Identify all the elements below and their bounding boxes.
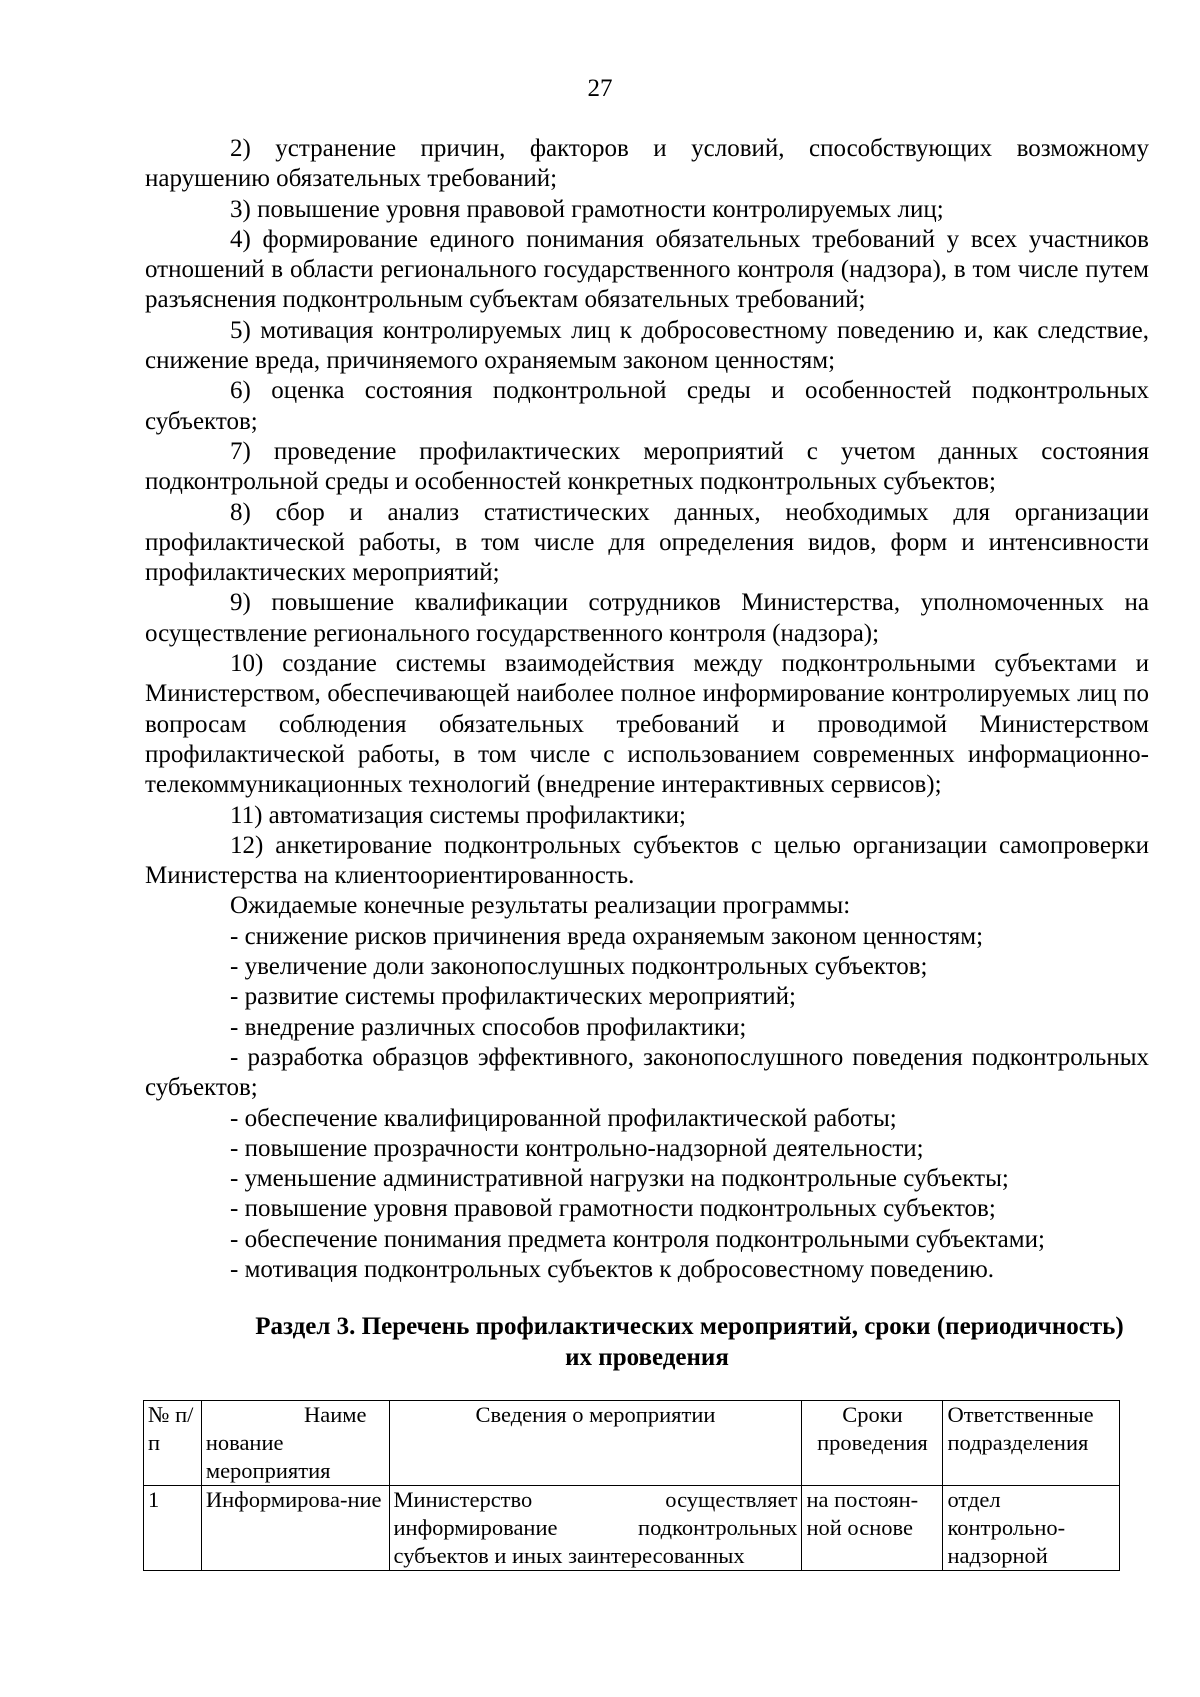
section-heading-line1: Раздел 3. Перечень профилактических мероприятий, сроки (периодичность)	[255, 1313, 1124, 1340]
header-name-part2: нование мероприятия	[205, 1430, 331, 1483]
result-item: - разработка образцов эффективного, законопослушного поведения подконтрольных субъектов;	[145, 1043, 1149, 1102]
paragraph: 8) сбор и анализ статистических данных, необходимых для организации профилактической работы, в том числе для определения видов, форм и интенсивности профилактических мероприятий;	[145, 498, 1149, 587]
paragraph: 10) создание системы взаимодействия между подконтрольными субъектами и Министерством, обеспечивающей наиболее полное информирование контролируемых лиц по вопросам соблюдения обязательных требований и проводимой Министерством профилактической работы, в том числе с использованием современных информационно-телекоммуникационных технологий (внедрение интерактивных сервисов);	[145, 650, 1149, 799]
section-heading-line2: их проведения	[565, 1344, 729, 1371]
table-header-row	[144, 1401, 1120, 1486]
paragraph: Ожидаемые конечные результаты реализации программы:	[230, 892, 851, 920]
paragraph: 7) проведение профилактических мероприятий с учетом данных состояния подконтрольной среды и особенностей конкретных подконтрольных субъектов;	[145, 437, 1149, 496]
header-num: № п/п	[144, 1401, 202, 1486]
result-item: - повышение уровня правовой грамотности подконтрольных субъектов;	[230, 1195, 996, 1223]
paragraph: 2) устранение причин, факторов и условий, способствующих возможному нарушению обязательных требований;	[145, 135, 1149, 193]
paragraph: 12) анкетирование подконтрольных субъектов с целью организации самопроверки Министерства на клиентоориентированность.	[145, 831, 1149, 890]
result-item: - развитие системы профилактических мероприятий;	[230, 983, 796, 1011]
activities-table	[143, 1400, 1120, 1571]
result-item: - обеспечение квалифицированной профилактической работы;	[230, 1104, 897, 1132]
document-body	[145, 134, 1149, 1285]
row-responsible: отдел контрольно-надзорной	[943, 1486, 1120, 1571]
paragraph: 11) автоматизация системы профилактики;	[230, 801, 687, 829]
result-item: - повышение прозрачности контрольно-надзорной деятельности;	[230, 1134, 924, 1162]
result-item: - снижение рисков причинения вреда охраняемым законом ценностям;	[230, 922, 984, 950]
result-item: - мотивация подконтрольных субъектов к добросовестному поведению.	[230, 1255, 995, 1283]
result-item: - внедрение различных способов профилактики;	[230, 1013, 747, 1041]
header-name-part1: Наиме	[304, 1402, 367, 1427]
page-number: 27	[587, 75, 613, 102]
paragraph: 9) повышение квалификации сотрудников Министерства, уполномоченных на осуществление регионального государственного контроля (надзора);	[145, 589, 1149, 647]
paragraph: 5) мотивация контролируемых лиц к добросовестному поведению и, как следствие, снижение вреда, причиняемого охраняемым законом ценностям;	[145, 316, 1149, 375]
header-terms: Сроки проведения	[802, 1401, 943, 1486]
result-item: - увеличение доли законопослушных подконтрольных субъектов;	[230, 953, 928, 981]
paragraph: 6) оценка состояния подконтрольной среды и особенностей подконтрольных субъектов;	[145, 377, 1149, 435]
row-terms: на постоян-ной основе	[802, 1486, 943, 1571]
row-name: Информирова-ние	[201, 1486, 389, 1571]
paragraph: 3) повышение уровня правовой грамотности контролируемых лиц;	[230, 195, 944, 223]
paragraph: 4) формирование единого понимания обязательных требований у всех участников отношений в области регионального государственного контроля (надзора), в том числе путем разъяснения подконтрольным субъектам обязательных требований;	[145, 225, 1149, 314]
result-item: - уменьшение административной нагрузки на подконтрольные субъекты;	[230, 1165, 1009, 1193]
header-responsible: Ответственные подразделения	[943, 1401, 1120, 1486]
header-name	[201, 1401, 389, 1486]
section-heading	[145, 1311, 1149, 1373]
row-info: Министерство осуществляет информирование подконтрольных субъектов и иных заинтересованных	[389, 1486, 802, 1571]
row-num: 1	[144, 1486, 202, 1571]
table-row	[144, 1486, 1120, 1571]
result-item: - обеспечение понимания предмета контроля подконтрольными субъектами;	[230, 1225, 1045, 1253]
header-info: Сведения о мероприятии	[389, 1401, 802, 1486]
